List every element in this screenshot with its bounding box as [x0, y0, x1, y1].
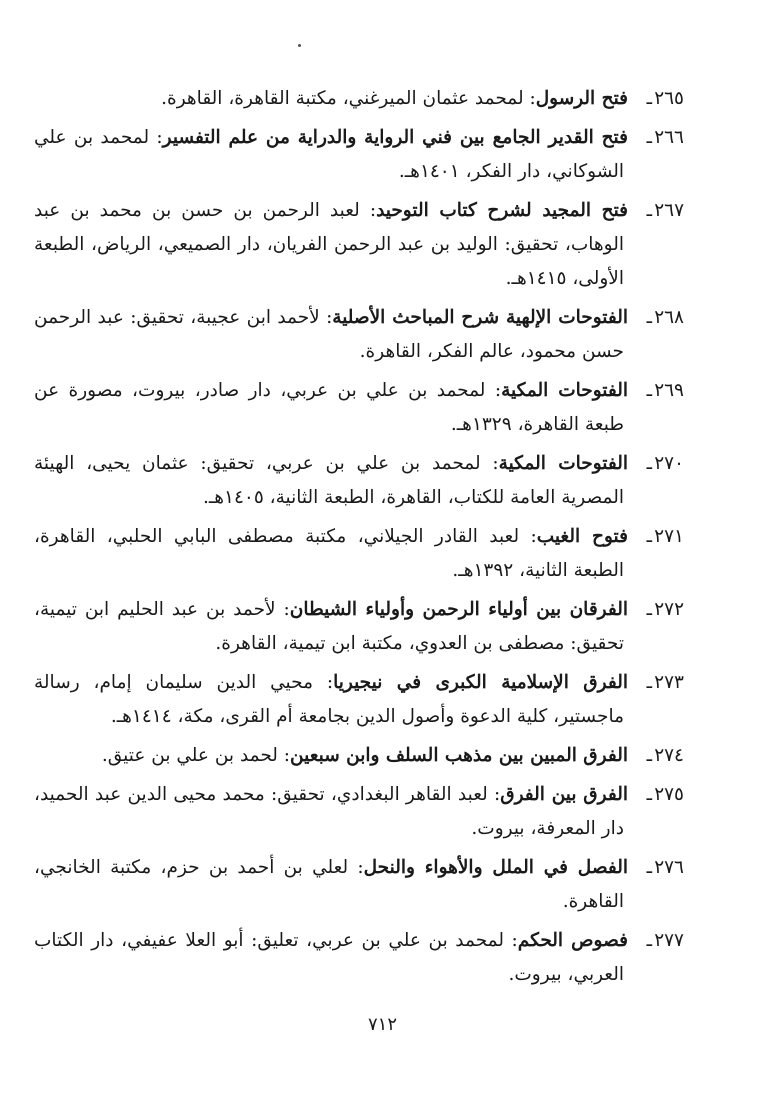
entry-details: : لمحمد بن علي الشوكاني، دار الفكر، ١٤٠١هـ.	[34, 127, 624, 182]
entry-number: ٢٧١	[654, 526, 684, 547]
entry-details: : لمحمد بن علي بن عربي، دار صادر، بيروت، مصورة عن طبعة القاهرة، ١٣٢٩هـ.	[34, 380, 624, 435]
entry-details: : لمحمد بن علي بن عربي، تحقيق: عثمان يحيى، الهيئة المصرية العامة للكتاب، القاهرة، الطبعة الثانية، ١٤٠٥هـ.	[34, 453, 624, 508]
entry-title: الفرق المبين بين مذهب السلف وابن سبعين	[290, 745, 628, 766]
entry-dash: ـ	[646, 380, 652, 401]
entry-title: الفتوحات المكية	[498, 453, 628, 474]
bibliography-entry	[34, 593, 684, 661]
entry-number: ٢٧٧	[654, 930, 684, 951]
entry-details: : لمحمد بن علي بن عربي، تعليق: أبو العلا عفيفي، دار الكتاب العربي، بيروت.	[34, 930, 624, 985]
entry-title: الفرق بين الفرق	[500, 784, 628, 805]
entry-number: ٢٧٤	[654, 745, 684, 766]
entry-number: ٢٦٦	[654, 127, 684, 148]
entry-details: : لعبد الرحمن بن حسن بن محمد بن عبد الوهاب، تحقيق: الوليد بن عبد الرحمن الفريان، دار الصميعي، الرياض، الطبعة الأولى، ١٤١٥هـ.	[34, 200, 624, 289]
entry-details: : لأحمد بن عبد الحليم ابن تيمية، تحقيق: مصطفى بن العدوي، مكتبة ابن تيمية، القاهرة.	[34, 599, 624, 654]
bibliography-entry	[34, 374, 684, 442]
entry-dash: ـ	[646, 672, 652, 693]
bibliography-entry	[34, 851, 684, 919]
entry-number: ٢٧٣	[654, 672, 684, 693]
page-number: ٧١٢	[367, 1014, 397, 1035]
entry-title: الفرقان بين أولياء الرحمن وأولياء الشيطان	[289, 599, 629, 620]
entry-dash: ـ	[646, 526, 652, 547]
entry-title: فصوص الحكم	[517, 930, 628, 951]
bibliography-entry	[34, 520, 684, 588]
entry-title: فتح القدير الجامع بين فني الرواية والدراية من علم التفسير	[162, 127, 628, 148]
entry-dash: ـ	[646, 200, 653, 221]
entry-dash: ـ	[646, 88, 652, 109]
scan-speck	[298, 44, 301, 47]
entry-dash: ـ	[646, 784, 652, 805]
entry-details: : لمحمد عثمان الميرغني، مكتبة القاهرة، القاهرة.	[161, 88, 536, 109]
entry-dash: ـ	[646, 453, 652, 474]
entry-number: ٢٦٧	[654, 200, 685, 221]
bibliography-entry	[34, 739, 684, 773]
bibliography-entry	[34, 194, 684, 296]
entry-title: فتح الرسول	[535, 88, 628, 109]
entry-title: الفتوحات الإلهية شرح المباحث الأصلية	[332, 307, 628, 328]
entry-dash: ـ	[646, 857, 652, 878]
entry-number: ٢٦٩	[654, 380, 684, 401]
entry-details: : لأحمد ابن عجيبة، تحقيق: عبد الرحمن حسن محمود، عالم الفكر، القاهرة.	[34, 307, 624, 362]
entry-dash: ـ	[646, 307, 652, 328]
entry-number: ٢٧٠	[654, 453, 684, 474]
entry-dash: ـ	[646, 599, 653, 620]
entry-details: : لعبد القاهر البغدادي، تحقيق: محمد محيى الدين عبد الحميد، دار المعرفة، بيروت.	[34, 784, 624, 839]
bibliography-entry	[34, 666, 684, 734]
entry-dash: ـ	[646, 745, 652, 766]
entry-dash: ـ	[646, 127, 652, 148]
bibliography-entry	[34, 82, 684, 116]
entry-title: الفتوحات المكية	[501, 380, 628, 401]
entry-dash: ـ	[646, 930, 652, 951]
bibliography-entry	[34, 778, 684, 846]
entry-details: : لعبد القادر الجيلاني، مكتبة مصطفى البابي الحلبي، القاهرة، الطبعة الثانية، ١٣٩٢هـ.	[34, 526, 624, 581]
bibliography-entry	[34, 447, 684, 515]
bibliography-entry	[34, 301, 684, 369]
entry-number: ٢٦٨	[654, 307, 684, 328]
bibliography-entry	[34, 121, 684, 189]
entry-number: ٢٧٥	[654, 784, 684, 805]
entry-title: الفرق الإسلامية الكبرى في نيجيريا	[333, 672, 628, 693]
entry-number: ٢٧٢	[654, 599, 685, 620]
entry-title: الفصل في الملل والأهواء والنحل	[363, 857, 628, 878]
entry-details: : محيي الدين سليمان إمام، رسالة ماجستير، كلية الدعوة وأصول الدين بجامعة أم القرى، مكة، ١٤١٤هـ.	[34, 672, 624, 727]
entry-title: فتوح الغيب	[536, 526, 628, 547]
entry-number: ٢٦٥	[654, 88, 684, 109]
bibliography-list	[34, 82, 684, 997]
entry-title: فتح المجيد لشرح كتاب التوحيد	[376, 200, 629, 221]
entry-details: : لحمد بن علي بن عتيق.	[101, 745, 291, 766]
entry-number: ٢٧٦	[654, 857, 684, 878]
bibliography-entry	[34, 924, 684, 992]
entry-details: : لعلي بن أحمد بن حزم، مكتبة الخانجي، القاهرة.	[34, 857, 624, 912]
